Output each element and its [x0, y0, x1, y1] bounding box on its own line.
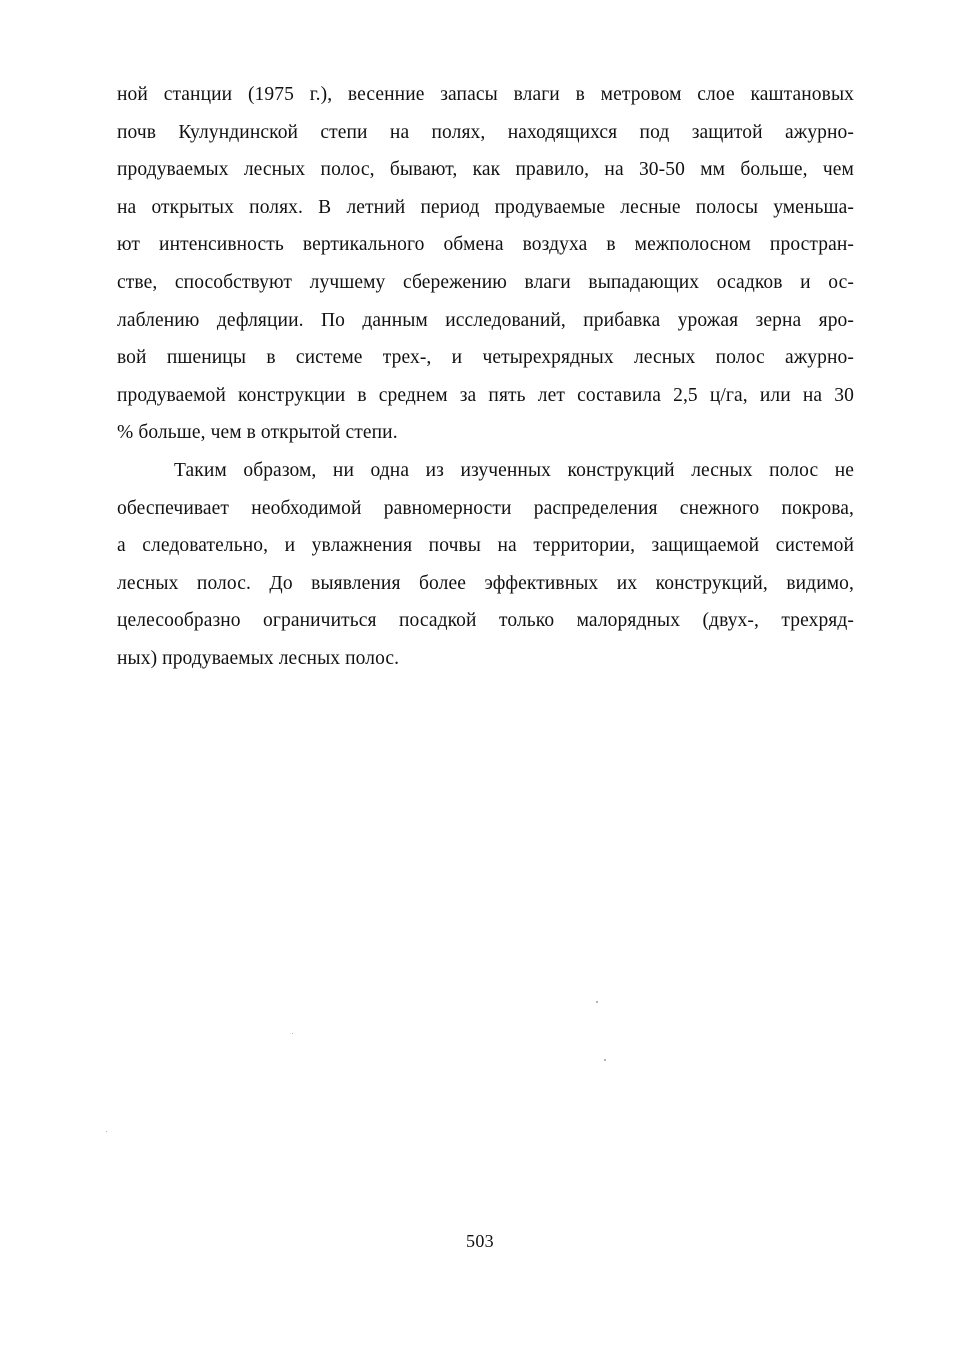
paragraph-1 [117, 76, 854, 452]
scan-speck [106, 1131, 107, 1132]
page-number: 503 [466, 1231, 494, 1251]
scan-speck [596, 1001, 598, 1003]
text-line: стве, способствуют лучшему сбережению влаги выпадающих осадков и ос- [117, 271, 854, 293]
text-line: вой пшеницы в системе трех-, и четырехрядных лесных полос ажурно- [117, 347, 854, 369]
text-line: ют интенсивность вертикального обмена воздуха в межполосном простран- [117, 234, 854, 256]
text-line: ных) продуваемых лесных полос. [117, 647, 400, 669]
text-line: обеспечивает необходимой равномерности распределения снежного покрова, [117, 497, 854, 519]
text-line: почв Кулундинской степи на полях, находящихся под защитой ажурно- [117, 121, 854, 143]
text-line: на открытых полях. В летний период продуваемые лесные полосы уменьша- [117, 196, 854, 218]
text-line: % больше, чем в открытой степи. [117, 422, 398, 444]
body-text [117, 76, 854, 678]
text-line: а следовательно, и увлажнения почвы на территории, защищаемой системой [117, 535, 854, 557]
text-line: продуваемых лесных полос, бывают, как правило, на 30-50 мм больше, чем [117, 159, 854, 181]
text-line: ной станции (1975 г.), весенние запасы влаги в метровом слое каштановых [117, 84, 854, 105]
text-line: Таким образом, ни одна из изученных конструкций лесных полос не [174, 459, 854, 481]
scan-speck [604, 1059, 606, 1061]
text-line: лаблению дефляции. По данным исследований, прибавка урожая зерна яро- [117, 309, 854, 331]
scan-speck [292, 1033, 293, 1034]
text-line: лесных полос. До выявления более эффективных их конструкций, видимо, [117, 572, 854, 594]
text-line: продуваемой конструкции в среднем за пять лет составила 2,5 ц/га, или на 30 [117, 384, 854, 406]
text-line: целесообразно ограничиться посадкой только малорядных (двух-, трехряд- [117, 610, 854, 632]
paragraph-2 [117, 452, 854, 678]
